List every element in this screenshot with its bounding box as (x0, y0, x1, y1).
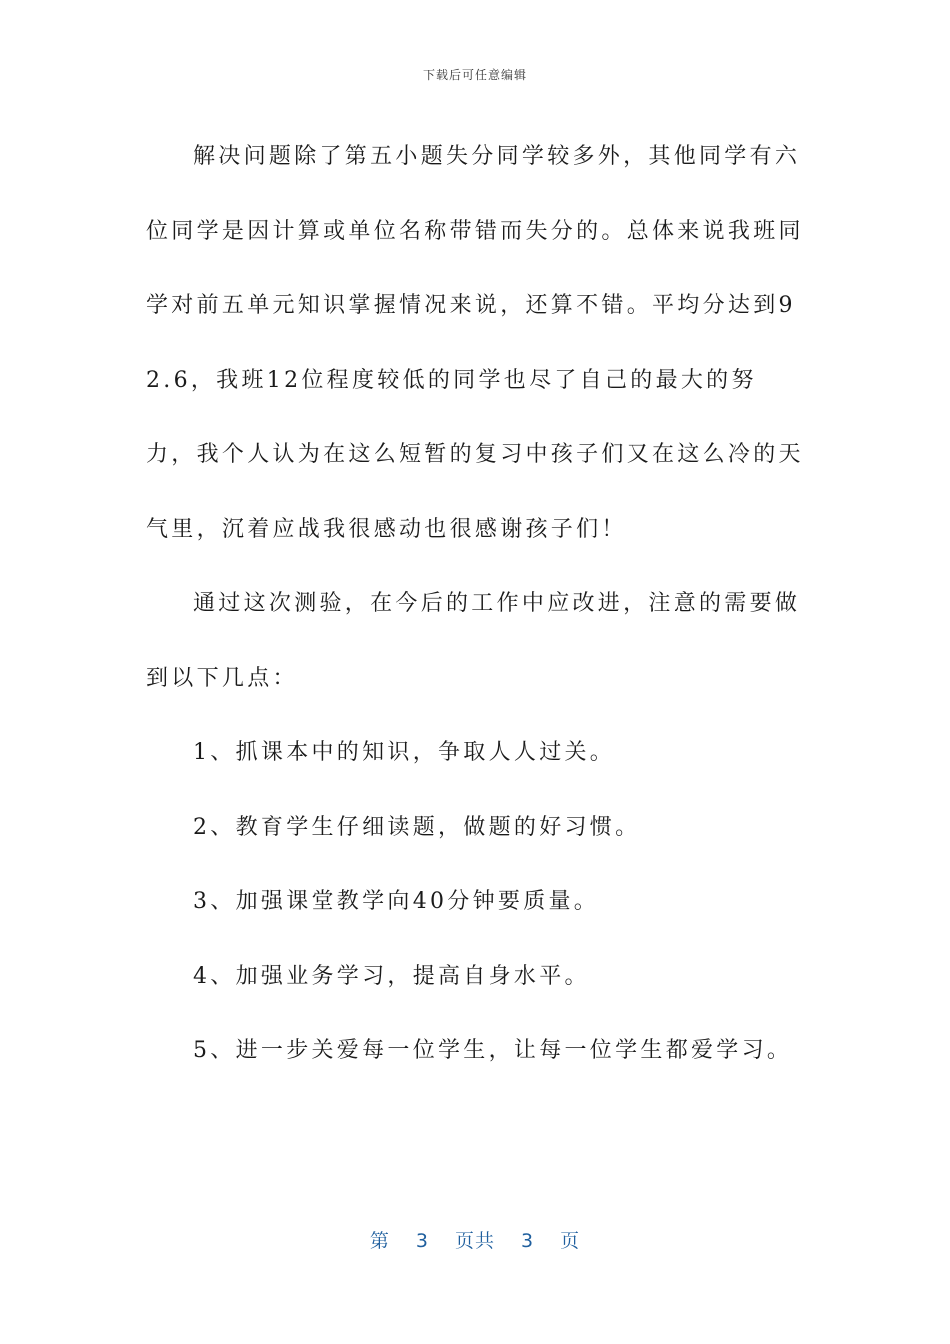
page-footer (0, 1226, 950, 1253)
list-item: 2、教育学生仔细读题，做题的好习惯。 (193, 814, 641, 840)
list-item: 1、抓课本中的知识，争取人人过关。 (193, 740, 616, 765)
header-note: 下载后可任意编辑 (422, 68, 527, 82)
document-body (146, 120, 806, 1089)
page-label-suffix: 页 (560, 1230, 581, 1252)
page-label-mid: 页共 (454, 1230, 495, 1252)
total-pages-number: 3 (521, 1230, 535, 1252)
list-item: 5、进一步关爱每一位学生，让每一位学生都爱学习。 (193, 1038, 793, 1063)
page-label-prefix: 第 (369, 1230, 390, 1252)
current-page-number: 3 (415, 1230, 429, 1252)
list-item: 3、加强课堂教学向40分钟要质量。 (193, 889, 600, 914)
list-item: 4、加强业务学习，提高自身水平。 (193, 963, 590, 989)
paragraph-improvements-intro: 通过这次测验，在今后的工作中应改进，注意的需要做到以下几点： (146, 591, 801, 691)
paragraph-test-analysis: 解决问题除了第五小题失分同学较多外，其他同学有六位同学是因计算或单位名称带错而失分的。总体来说我班同学对前五单元知识掌握情况来说，还算不错。平均分达到92.6，我班12位程度较低的同学也尽了自己的最大的努力，我个人认为在这么短暂的复习中孩子们又在这么冷的天气里，沉着应战我很感动也很感谢孩子们！ (146, 144, 804, 542)
